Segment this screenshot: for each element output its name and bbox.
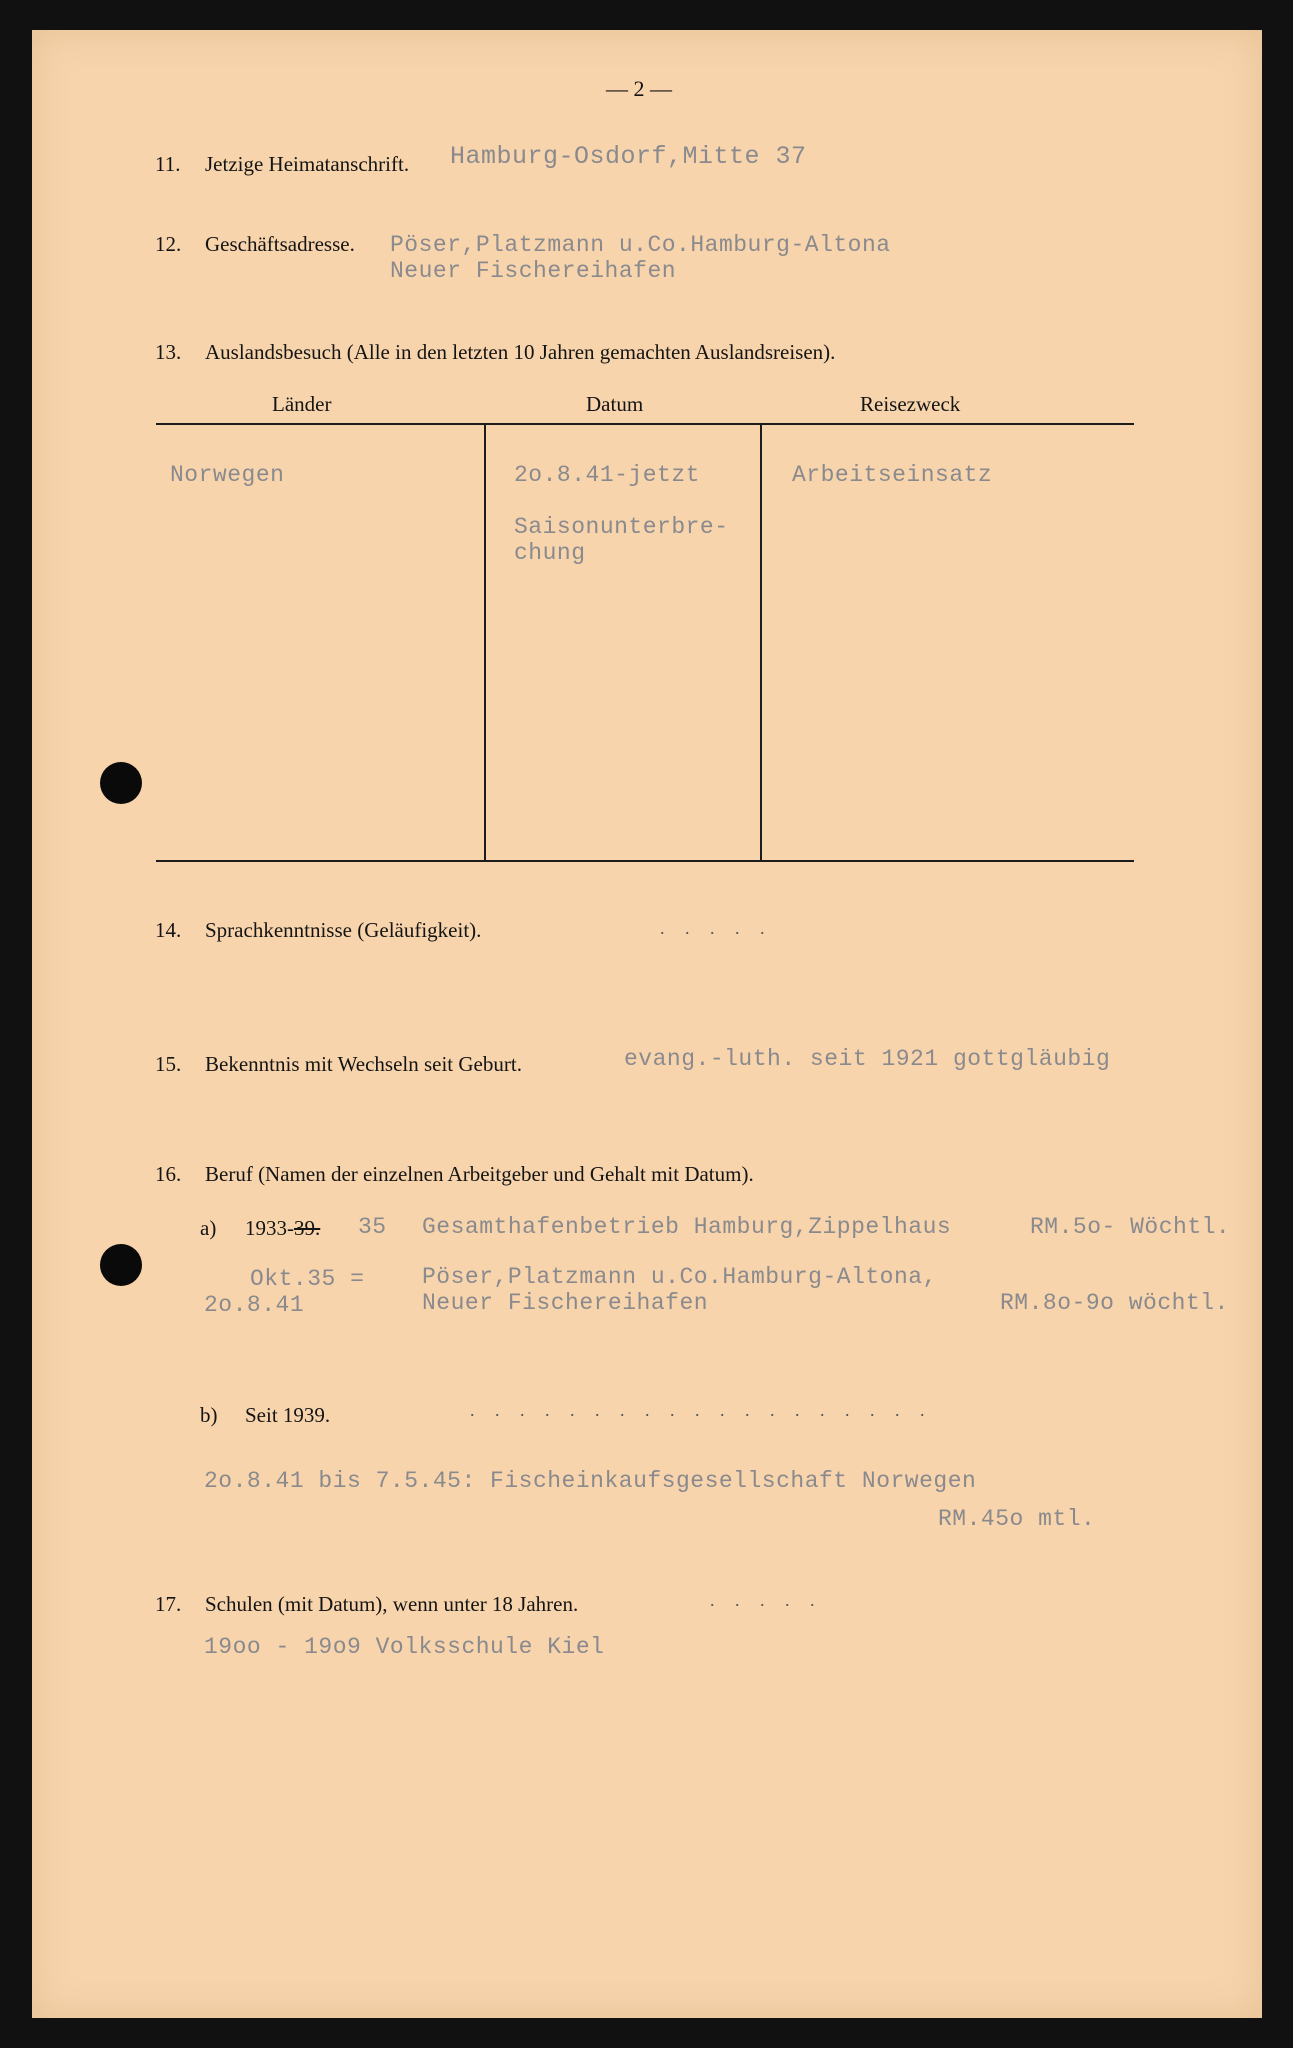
table-divider-1 (484, 425, 486, 861)
item-17-leader-dots: . . . . . (710, 1590, 823, 1610)
beruf-b-entry-line1: 2o.8.41 bis 7.5.45: Fischeinkaufsgesellschaft Norwegen (204, 1468, 977, 1494)
table-top-rule (156, 423, 1134, 425)
beruf-b-label: b) (200, 1403, 218, 1427)
beruf-a-entry1-date: 35 (358, 1214, 387, 1240)
item-14-leader-dots: . . . . . (660, 918, 773, 938)
item-17-number: 17. (155, 1592, 182, 1616)
item-16-label: Beruf (Namen der einzelnen Arbeitgeber und Gehalt mit Datum). (205, 1162, 754, 1186)
table-header-laender: Länder (272, 392, 332, 416)
punch-hole-bottom (100, 1244, 142, 1286)
punch-hole-top (100, 762, 142, 804)
beruf-a-entry2-date-line2: 2o.8.41 (204, 1292, 305, 1318)
table-cell-datum-line1: 2o.8.41-jetzt (514, 462, 700, 488)
item-12-label: Geschäftsadresse. (205, 232, 355, 256)
beruf-a-printed-year (245, 1216, 320, 1241)
item-13-number: 13. (155, 340, 182, 364)
item-11-number: 11. (155, 152, 181, 176)
item-17-label: Schulen (mit Datum), wenn unter 18 Jahren. (205, 1592, 579, 1616)
item-17-value: 19oo - 19o9 Volksschule Kiel (204, 1634, 605, 1660)
item-15-label: Bekenntnis mit Wechseln seit Geburt. (205, 1052, 522, 1076)
item-14-number: 14. (155, 918, 182, 942)
beruf-a-label: a) (200, 1216, 217, 1240)
beruf-a-year-struck: 39. (294, 1216, 321, 1240)
page-number: — 2 — (606, 76, 672, 101)
table-header-reisezweck: Reisezweck (860, 392, 961, 416)
table-cell-datum-line3: chung (514, 540, 586, 566)
beruf-a-entry2-date-line1: Okt.35 = (250, 1266, 365, 1292)
beruf-a-entry1-employer: Gesamthafenbetrieb Hamburg,Zippelhaus (422, 1214, 952, 1240)
item-15-number: 15. (155, 1052, 182, 1076)
table-cell-land: Norwegen (170, 462, 285, 488)
table-divider-2 (760, 425, 762, 861)
item-14-label: Sprachkenntnisse (Geläufigkeit). (205, 918, 482, 942)
table-header-datum: Datum (586, 392, 644, 416)
item-15-value: evang.-luth. seit 1921 gottgläubig (624, 1046, 1111, 1072)
beruf-a-entry2-employer-line2: Neuer Fischereihafen (422, 1290, 709, 1316)
item-12-number: 12. (155, 232, 182, 256)
beruf-b-printed: Seit 1939. (245, 1403, 331, 1427)
document-page (32, 30, 1262, 2018)
beruf-a-entry2-employer-line1: Pöser,Platzmann u.Co.Hamburg-Altona, (422, 1264, 937, 1290)
item-16-number: 16. (155, 1162, 182, 1186)
item-11-value: Hamburg-Osdorf,Mitte 37 (450, 142, 807, 171)
item-13-label: Auslandsbesuch (Alle in den letzten 10 Jahren gemachten Auslandsreisen). (205, 340, 836, 364)
item-12-value-line1: Pöser,Platzmann u.Co.Hamburg-Altona (390, 232, 891, 258)
beruf-a-entry2-salary: RM.8o-9o wöchtl. (1000, 1290, 1229, 1316)
beruf-a-year-start: 1933- (245, 1216, 294, 1240)
table-cell-zweck: Arbeitseinsatz (792, 462, 993, 488)
item-11-label: Jetzige Heimatanschrift. (205, 152, 410, 176)
beruf-a-entry1-salary: RM.5o- Wöchtl. (1030, 1214, 1231, 1240)
item-12-value-line2: Neuer Fischereihafen (390, 258, 677, 284)
table-cell-datum-line2: Saisonunterbre- (514, 514, 729, 540)
beruf-b-entry-line2: RM.45o mtl. (938, 1506, 1096, 1532)
table-bottom-rule (156, 860, 1134, 862)
beruf-b-leader-dots: . . . . . . . . . . . . . . . . . . . (470, 1400, 933, 1420)
